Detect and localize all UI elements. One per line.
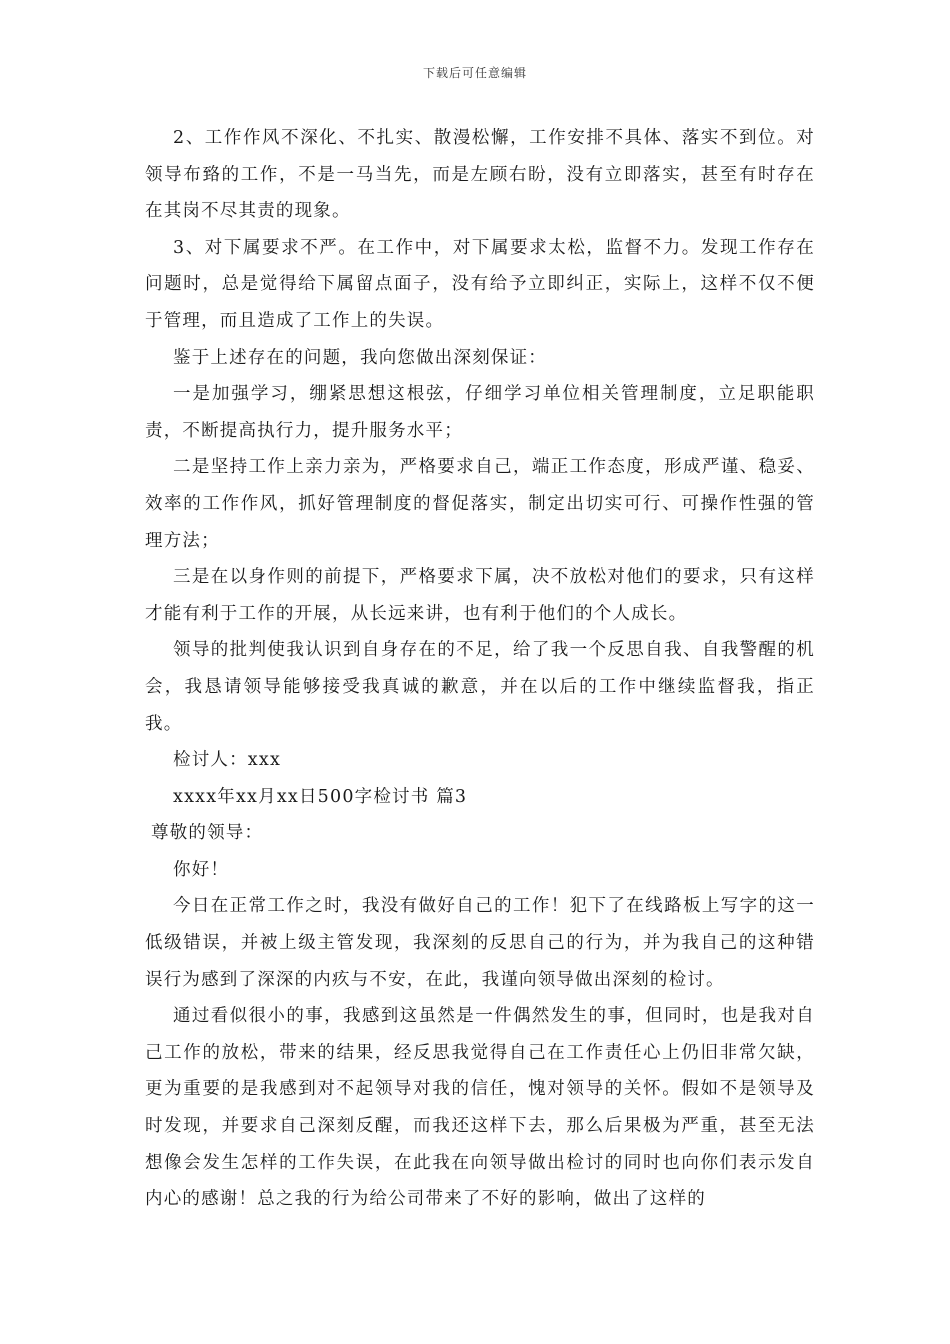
paragraph-work-style: 2、工作作风不深化、不扎实、散漫松懈，工作安排不具体、落实不到位。对领导布臵的工作，不是一马当先，而是左顾右盼，没有立即落实，甚至有时存在在其岗不尽其责的现象。 bbox=[145, 128, 815, 222]
paragraph-guarantee-intro: 鉴于上述存在的问题，我向您做出深刻保证： bbox=[173, 347, 547, 368]
paragraph-guarantee-3: 三是在以身作则的前提下，严格要求下属，决不放松对他们的要求，只有这样才能有利于工作的开展，从长远来讲，也有利于他们的个人成长。 bbox=[145, 567, 815, 624]
page-header: 下载后可任意编辑 bbox=[422, 66, 527, 80]
section-title: xxxx年xx月xx日500字检讨书 篇3 bbox=[173, 786, 468, 807]
paragraph-incident: 今日在正常工作之时，我没有做好自己的工作！犯下了在线路板上写字的这一低级错误，并被上级主管发现，我深刻的反思自己的行为，并为我自己的这种错误行为感到了深深的内疚与不安，在此，我谨向领导做出深刻的检讨。 bbox=[145, 896, 815, 990]
greeting: 你好！ bbox=[173, 859, 230, 880]
paragraph-subordinates: 3、对下属要求不严。在工作中，对下属要求太松，监督不力。发现工作存在问题时，总是觉得给下属留点面子，没有给予立即纠正，实际上，这样不仅不便于管理，而且造成了工作上的失误。 bbox=[145, 237, 815, 331]
paragraph-guarantee-1: 一是加强学习，绷紧思想这根弦，仔细学习单位相关管理制度，立足职能职责，不断提高执行力，提升服务水平； bbox=[145, 384, 815, 441]
paragraph-closing: 领导的批判使我认识到自身存在的不足，给了我一个反思自我、自我警醒的机会，我恳请领导能够接受我真诚的歉意，并在以后的工作中继续监督我，指正我。 bbox=[145, 640, 815, 734]
paragraph-reflection: 通过看似很小的事，我感到这虽然是一件偶然发生的事，但同时，也是我对自己工作的放松，带来的结果，经反思我觉得自己在工作责任心上仍旧非常欠缺，更为重要的是我感到对不起领导对我的信任，愧对领导的关怀。假如不是领导及时发现，并要求自己深刻反醒，而我还这样下去，那么后果极为严重，甚至无法想像会发生怎样的工作失误，在此我在向领导做出检讨的同时也向你们表示发自内心的感谢！总之我的行为给公司带来了不好的影响，做出了这样的 bbox=[145, 1006, 815, 1210]
signature-line: 检讨人：xxx bbox=[173, 750, 282, 771]
salutation: 尊敬的领导： bbox=[151, 823, 264, 844]
paragraph-guarantee-2: 二是坚持工作上亲力亲为，严格要求自己，端正工作态度，形成严谨、稳妥、效率的工作作风，抓好管理制度的督促落实，制定出切实可行、可操作性强的管理方法； bbox=[145, 457, 815, 551]
document-body bbox=[145, 120, 815, 1218]
